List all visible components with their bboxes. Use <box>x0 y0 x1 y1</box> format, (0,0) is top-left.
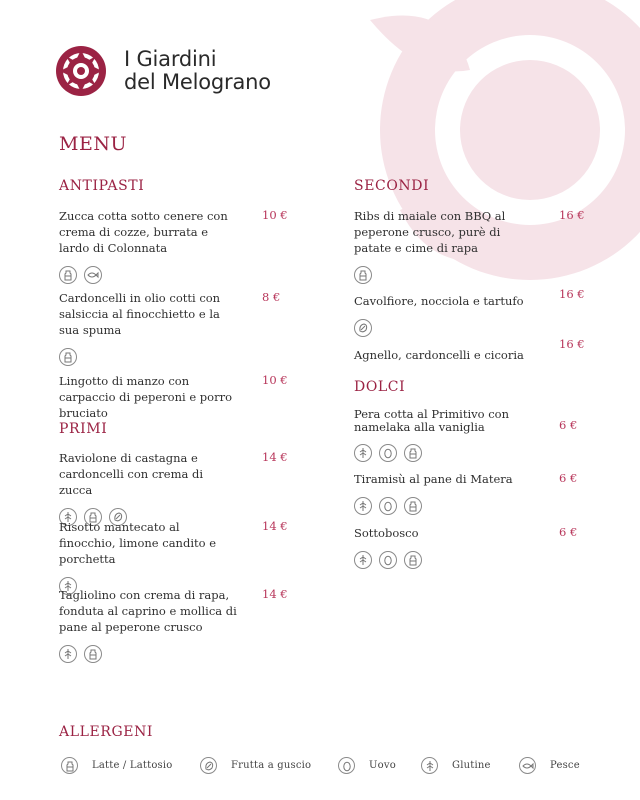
legend-item <box>200 757 311 774</box>
dish-name: Sottobosco <box>354 526 419 540</box>
dish-name: Risotto mantecato al finocchio, limone candito e porchetta <box>59 520 217 566</box>
gluten-icon <box>59 645 77 663</box>
dish-item <box>59 519 299 595</box>
dish-name: Cavolfiore, nocciola e tartufo <box>354 294 524 308</box>
fish-icon <box>84 266 102 284</box>
dish-price: 6 € <box>559 525 578 539</box>
gluten-icon <box>354 551 372 569</box>
dish-price: 8 € <box>262 290 281 304</box>
pomegranate-watermark-icon <box>330 0 640 340</box>
dish-item <box>59 290 299 366</box>
dish-name: Cardoncelli in olio cotti con salsiccia al finocchietto e la sua spuma <box>59 291 221 337</box>
egg-icon <box>379 444 397 462</box>
dish-item <box>354 408 594 462</box>
egg-icon <box>379 497 397 515</box>
dish-item <box>59 587 299 663</box>
dish-item <box>59 450 299 526</box>
legend-item <box>519 757 580 774</box>
dish-price: 6 € <box>559 471 578 485</box>
legend-label: Uovo <box>369 760 396 771</box>
dish-item <box>354 525 594 569</box>
section-title-dolci: DOLCI <box>354 379 406 395</box>
allergen-icons <box>59 645 299 663</box>
dish-item <box>354 287 594 337</box>
legend-label: Latte / Lattosio <box>92 760 173 771</box>
dish-item <box>59 208 299 284</box>
allergen-legend <box>59 757 599 777</box>
allergen-icons <box>59 348 299 366</box>
menu-title: MENU <box>59 133 127 155</box>
dish-item <box>354 208 594 284</box>
legend-item <box>61 757 173 774</box>
egg-icon <box>338 757 355 774</box>
milk-icon <box>404 497 422 515</box>
nut-icon <box>200 757 217 774</box>
egg-icon <box>379 551 397 569</box>
dish-name: Pera cotta al Primitivo con namelaka alla vaniglia <box>354 407 509 434</box>
section-title-antipasti: ANTIPASTI <box>59 178 145 194</box>
dish-name: Raviolone di castagna e cardoncelli con crema di zucca <box>59 451 204 497</box>
dish-price: 16 € <box>559 337 585 351</box>
allergen-icons <box>354 319 594 337</box>
brand-line-1: I Giardini <box>124 47 217 71</box>
allergen-icons <box>354 266 594 284</box>
legend-item <box>338 757 396 774</box>
legend-label: Glutine <box>452 760 491 771</box>
pomegranate-logo-icon <box>54 44 108 98</box>
dish-item <box>59 373 299 421</box>
gluten-icon <box>354 497 372 515</box>
milk-icon <box>59 348 77 366</box>
dish-price: 10 € <box>262 208 288 222</box>
legend-label: Frutta a guscio <box>231 760 312 771</box>
gluten-icon <box>421 757 438 774</box>
dish-name: Tagliolino con crema di rapa, fonduta al caprino e mollica di pane al peperone crusco <box>59 588 237 634</box>
dish-name: Ribs di maiale con BBQ al peperone crusco, purè di patate e cime di rapa <box>354 209 506 255</box>
dish-price: 16 € <box>559 287 585 301</box>
nut-icon <box>354 319 372 337</box>
legend-label: Pesce <box>550 760 580 771</box>
brand-name <box>124 48 271 94</box>
dish-price: 14 € <box>262 450 288 464</box>
milk-icon <box>404 551 422 569</box>
milk-icon <box>59 266 77 284</box>
milk-icon <box>84 645 102 663</box>
allergen-icons <box>354 497 594 515</box>
legend-item <box>421 757 491 774</box>
dish-price: 16 € <box>559 208 585 222</box>
section-title-secondi: SECONDI <box>354 178 430 194</box>
allergen-icons <box>354 551 594 569</box>
dish-price: 10 € <box>262 373 288 387</box>
brand-line-2: del Melograno <box>124 70 271 94</box>
dish-name: Zucca cotta sotto cenere con crema di cozze, burrata e lardo di Colonnata <box>59 209 228 255</box>
allergeni-title: ALLERGENI <box>59 724 154 740</box>
section-title-primi: PRIMI <box>59 421 108 437</box>
dish-price: 14 € <box>262 519 288 533</box>
dish-item <box>354 337 594 363</box>
milk-icon <box>354 266 372 284</box>
dish-item <box>354 471 594 515</box>
dish-price: 6 € <box>559 418 578 432</box>
dish-name: Lingotto di manzo con carpaccio di peperoni e porro bruciato <box>59 374 233 420</box>
logo <box>54 44 271 98</box>
gluten-icon <box>354 444 372 462</box>
milk-icon <box>404 444 422 462</box>
dish-name: Tiramisù al pane di Matera <box>354 472 513 486</box>
dish-price: 14 € <box>262 587 288 601</box>
allergen-icons <box>59 266 299 284</box>
dish-name: Agnello, cardoncelli e cicoria <box>354 348 524 362</box>
allergen-icons <box>354 444 594 462</box>
milk-icon <box>61 757 78 774</box>
fish-icon <box>519 757 536 774</box>
